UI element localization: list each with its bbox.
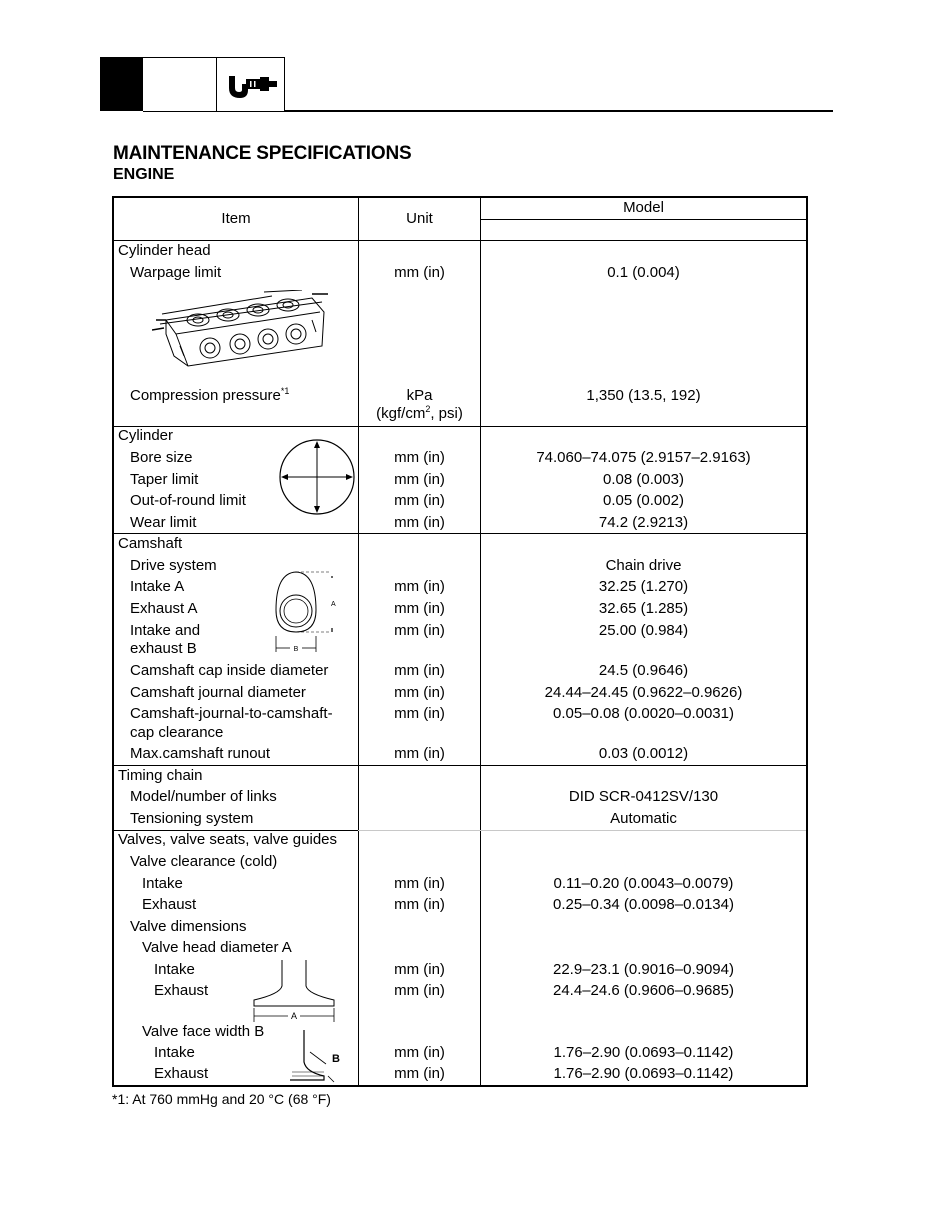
row-unit: mm (in) — [394, 875, 445, 892]
cam-label-a: A — [331, 601, 336, 608]
col-divider-model — [480, 198, 481, 1085]
row-value: 1,350 (13.5, 192) — [586, 387, 701, 404]
row-value: 0.11–0.20 (0.0043–0.0079) — [553, 875, 734, 892]
row-label: Camshaft journal diameter — [130, 684, 306, 701]
row-label: Intake A — [130, 578, 185, 595]
row-label: Tensioning system — [130, 810, 254, 827]
row-label: Intake — [154, 1044, 195, 1061]
bore-gauge-diagram — [278, 438, 356, 516]
row-label — [130, 387, 289, 405]
group-label: Camshaft — [118, 535, 183, 552]
footnote-mark: *1 — [280, 386, 290, 396]
row-unit: mm (in) — [394, 982, 445, 999]
row-unit: mm (in) — [394, 1065, 445, 1082]
column-header-item: Item — [221, 210, 251, 227]
group-label: Timing chain — [118, 767, 203, 784]
row-value: 22.9–23.1 (0.9016–0.9094) — [553, 961, 734, 978]
unit-text: (kgf/cm — [376, 405, 426, 422]
header-divider — [114, 240, 806, 241]
row-label: Max.camshaft runout — [130, 745, 271, 762]
row-value: 1.76–2.90 (0.0693–0.1142) — [553, 1065, 734, 1082]
row-label-text: Compression pressure — [130, 387, 281, 404]
row-value: 32.65 (1.285) — [598, 600, 689, 617]
row-label-line2: exhaust B — [130, 640, 197, 657]
row-label: Exhaust A — [130, 600, 198, 617]
row-value: 74.060–74.075 (2.9157–2.9163) — [536, 449, 751, 466]
row-value: 24.44–24.45 (0.9622–0.9626) — [544, 684, 743, 701]
row-value: 32.25 (1.270) — [598, 578, 689, 595]
row-label: Wear limit — [130, 514, 197, 531]
row-label: Exhaust — [154, 1065, 209, 1082]
valve-label-b: B — [332, 1053, 340, 1065]
model-subheader-divider — [480, 219, 806, 220]
row-value: 0.03 (0.0012) — [598, 745, 689, 762]
camshaft-lobe-diagram — [270, 570, 350, 658]
column-header-model: Model — [623, 199, 664, 216]
group-divider — [114, 765, 806, 766]
row-value: 24.5 (0.9646) — [598, 662, 689, 679]
group-divider — [114, 533, 806, 534]
row-unit: mm (in) — [394, 745, 445, 762]
row-label: Drive system — [130, 557, 217, 574]
row-value: Automatic — [610, 810, 677, 827]
row-unit-line2 — [359, 405, 480, 423]
micrometer-icon — [226, 70, 278, 102]
valve-face-width-diagram — [290, 1028, 352, 1084]
row-label: Bore size — [130, 449, 193, 466]
page-title: MAINTENANCE SPECIFICATIONS — [113, 143, 412, 164]
row-value: 1.76–2.90 (0.0693–0.1142) — [553, 1044, 734, 1061]
group-label: Cylinder head — [118, 242, 211, 259]
row-value: 0.1 (0.004) — [607, 264, 680, 281]
group-divider — [114, 426, 806, 427]
row-unit: mm (in) — [394, 514, 445, 531]
row-value: 24.4–24.6 (0.9606–0.9685) — [553, 982, 734, 999]
group-label: Cylinder — [118, 427, 174, 444]
row-label: Intake — [142, 875, 183, 892]
section-subtitle: ENGINE — [113, 166, 175, 183]
row-label-line2: cap clearance — [130, 724, 224, 741]
valve-head-diameter-diagram — [250, 960, 338, 1024]
section-tab-blank — [143, 57, 217, 112]
row-value: Chain drive — [605, 557, 682, 574]
row-value: 0.05–0.08 (0.0020–0.0031) — [553, 705, 734, 722]
unit-superscript: 2 — [425, 404, 431, 414]
row-unit: mm (in) — [394, 684, 445, 701]
row-unit: mm (in) — [394, 1044, 445, 1061]
row-label: Taper limit — [130, 471, 199, 488]
row-unit: mm (in) — [394, 896, 445, 913]
row-value: 0.25–0.34 (0.0098–0.0134) — [553, 896, 734, 913]
row-label: Warpage limit — [130, 264, 222, 281]
row-unit: mm (in) — [394, 961, 445, 978]
row-unit: mm (in) — [394, 492, 445, 509]
row-label: Valve clearance (cold) — [130, 853, 278, 870]
row-value: 25.00 (0.984) — [598, 622, 689, 639]
row-value: 74.2 (2.9213) — [598, 514, 689, 531]
row-label: Valve face width B — [142, 1023, 265, 1040]
row-label: Exhaust — [142, 896, 197, 913]
row-label: Intake and — [130, 622, 201, 639]
row-unit: mm (in) — [394, 600, 445, 617]
header-rule — [284, 110, 833, 112]
row-unit: mm (in) — [394, 449, 445, 466]
row-unit: kPa — [406, 387, 433, 404]
row-label: Camshaft-journal-to-camshaft- — [130, 705, 333, 722]
group-label: Valves, valve seats, valve guides — [118, 831, 338, 848]
row-unit: mm (in) — [394, 578, 445, 595]
group-divider-light — [358, 830, 806, 831]
spec-table — [112, 196, 808, 1087]
cam-label-b: B — [293, 646, 299, 653]
row-value: 0.08 (0.003) — [603, 471, 684, 488]
row-label: Model/number of links — [130, 788, 277, 805]
row-unit: mm (in) — [394, 705, 445, 722]
row-label: Out-of-round limit — [130, 492, 246, 509]
row-label: Camshaft cap inside diameter — [130, 662, 329, 679]
unit-text-tail: , psi) — [430, 405, 463, 422]
cylinder-head-illustration — [152, 290, 332, 372]
row-value: DID SCR-0412SV/130 — [568, 788, 719, 805]
row-unit: mm (in) — [394, 264, 445, 281]
row-label: Intake — [154, 961, 195, 978]
col-divider-unit — [358, 198, 359, 1085]
column-header-unit: Unit — [406, 210, 433, 227]
valve-label-a: A — [290, 1011, 298, 1021]
row-value: 0.05 (0.002) — [603, 492, 684, 509]
row-unit: mm (in) — [394, 471, 445, 488]
row-label: Valve dimensions — [130, 918, 247, 935]
row-label: Exhaust — [154, 982, 209, 999]
footnote: *1: At 760 mmHg and 20 °C (68 °F) — [112, 1091, 331, 1107]
section-tab-black — [100, 57, 143, 111]
row-label: Valve head diameter A — [142, 939, 292, 956]
row-unit: mm (in) — [394, 662, 445, 679]
row-unit: mm (in) — [394, 622, 445, 639]
